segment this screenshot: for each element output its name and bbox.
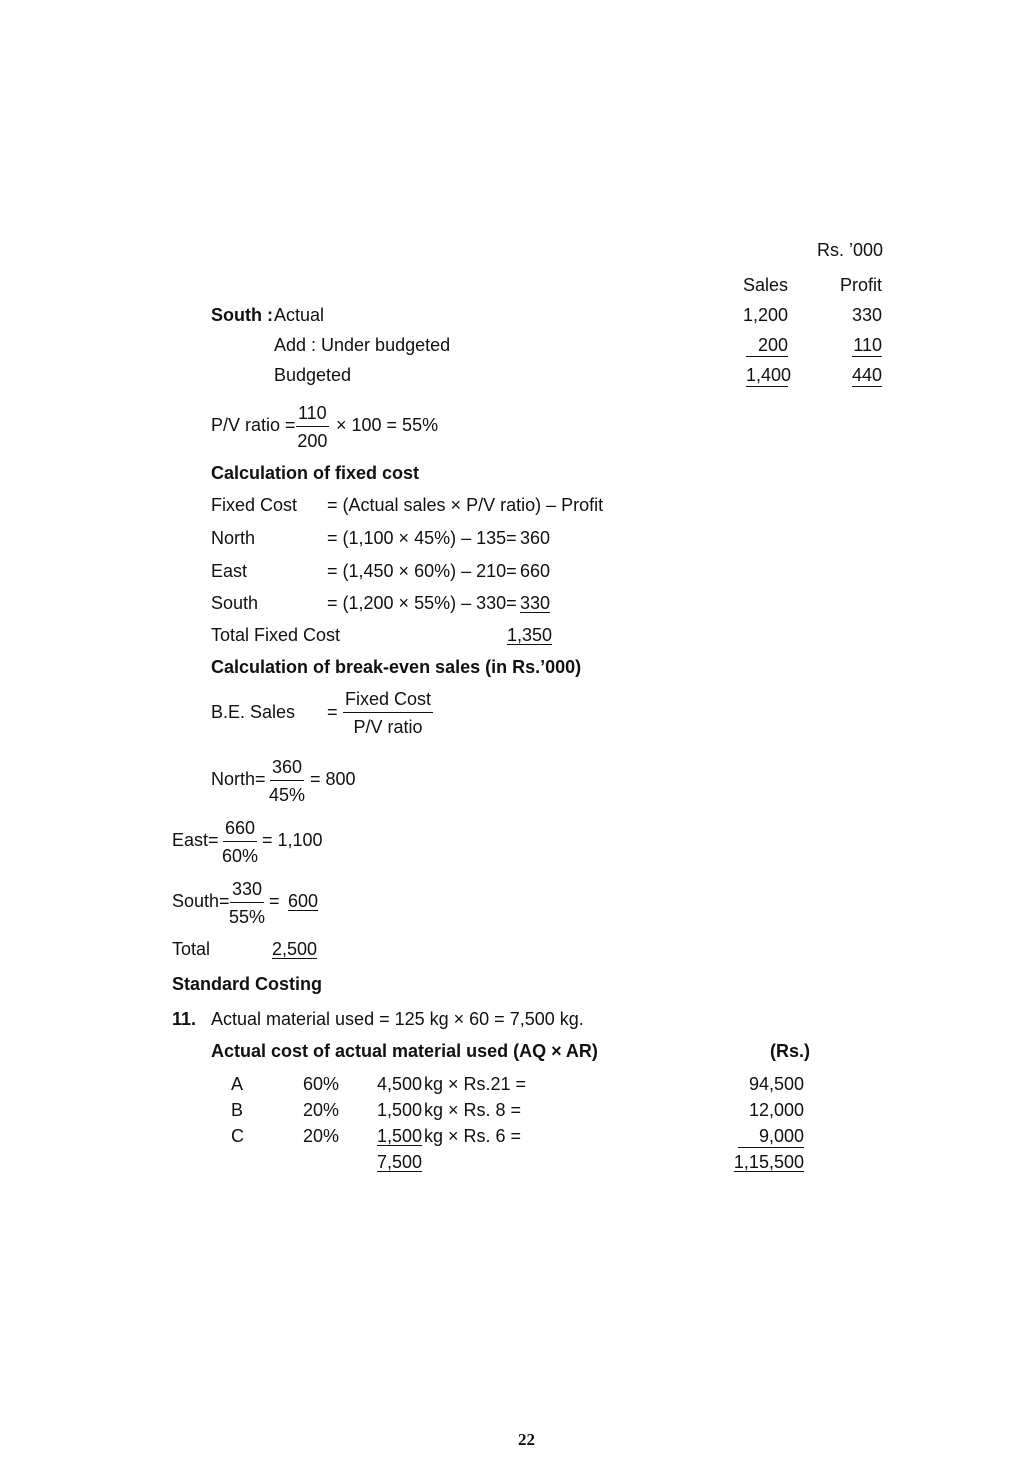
south-row-budgeted-sales: 1,400 bbox=[746, 365, 792, 385]
be-sales-label: B.E. Sales bbox=[211, 702, 296, 722]
sales-column-header: Sales bbox=[742, 275, 788, 295]
material-c-label: C bbox=[231, 1126, 244, 1146]
be-sales-equals: = bbox=[327, 702, 338, 722]
profit-column-header: Profit bbox=[839, 275, 882, 295]
question-text: Actual material used = 125 kg × 60 = 7,500 kg. bbox=[211, 1009, 584, 1029]
material-a-percent: 60% bbox=[303, 1074, 340, 1094]
be-south-equals: = bbox=[269, 891, 280, 911]
pv-ratio-label: P/V ratio = bbox=[211, 415, 296, 435]
be-east-result: = 1,100 bbox=[262, 830, 323, 850]
be-north-fraction bbox=[269, 758, 305, 804]
actual-cost-heading: Actual cost of actual material used (AQ × AR) bbox=[211, 1041, 598, 1061]
south-row-actual-profit: 330 bbox=[851, 305, 882, 325]
be-east-numerator: 660 bbox=[223, 819, 257, 842]
fixed-cost-south-formula: = (1,200 × 55%) – 330= bbox=[327, 593, 517, 613]
fixed-cost-heading: Calculation of fixed cost bbox=[211, 463, 420, 483]
be-sales-numerator: Fixed Cost bbox=[343, 690, 433, 713]
material-b-percent: 20% bbox=[303, 1100, 340, 1120]
be-total-value: 2,500 bbox=[272, 939, 318, 959]
standard-costing-heading: Standard Costing bbox=[172, 974, 323, 994]
be-sales-denominator: P/V ratio bbox=[353, 717, 423, 737]
fixed-cost-north-value: 360 bbox=[520, 528, 551, 548]
south-row-actual-label: Actual bbox=[274, 305, 325, 325]
material-a-rate: kg × Rs.21 = bbox=[424, 1074, 527, 1094]
fixed-cost-east-value: 660 bbox=[520, 561, 551, 581]
be-south-result: 600 bbox=[288, 891, 319, 911]
be-north-label: North= bbox=[211, 769, 266, 789]
total-amount: 1,15,500 bbox=[733, 1152, 804, 1172]
material-c-amount: 9,000 bbox=[738, 1127, 804, 1148]
be-sales-fraction bbox=[343, 690, 433, 736]
be-east-label: East= bbox=[172, 830, 219, 850]
material-a-label: A bbox=[231, 1074, 244, 1094]
material-b-qty: 1,500 bbox=[377, 1100, 423, 1120]
south-row-budgeted-label: Budgeted bbox=[274, 365, 352, 385]
fixed-cost-row-label: Fixed Cost bbox=[211, 495, 298, 515]
material-b-rate: kg × Rs. 8 = bbox=[424, 1100, 522, 1120]
be-north-denominator: 45% bbox=[269, 785, 306, 805]
page-number: 22 bbox=[518, 1430, 535, 1449]
total-fixed-cost-value: 1,350 bbox=[507, 625, 553, 645]
pv-ratio-result: × 100 = 55% bbox=[336, 415, 439, 435]
total-fixed-cost-label: Total Fixed Cost bbox=[211, 625, 341, 645]
material-b-amount: 12,000 bbox=[748, 1100, 804, 1120]
south-label: South : bbox=[211, 305, 273, 325]
south-row-actual-sales: 1,200 bbox=[742, 305, 788, 325]
material-c-qty: 1,500 bbox=[377, 1126, 423, 1146]
be-south-fraction bbox=[229, 880, 265, 926]
south-row-underbudget-label: Add : Under budgeted bbox=[274, 335, 451, 355]
south-row-underbudget-sales: 200 bbox=[746, 336, 788, 357]
material-c-rate: kg × Rs. 6 = bbox=[424, 1126, 522, 1146]
fixed-cost-north-formula: = (1,100 × 45%) – 135= bbox=[327, 528, 517, 548]
south-row-underbudget-profit: 110 bbox=[853, 335, 882, 355]
pv-ratio-fraction bbox=[296, 404, 329, 450]
currency-header: (Rs.) bbox=[770, 1041, 810, 1061]
fixed-cost-south-label: South bbox=[211, 593, 259, 613]
be-north-result: = 800 bbox=[310, 769, 356, 789]
be-north-numerator: 360 bbox=[270, 758, 304, 781]
break-even-heading: Calculation of break-even sales (in Rs.’000) bbox=[211, 657, 582, 677]
material-a-amount: 94,500 bbox=[748, 1074, 804, 1094]
material-c-percent: 20% bbox=[303, 1126, 340, 1146]
be-total-label: Total bbox=[172, 939, 211, 959]
fixed-cost-east-label: East bbox=[211, 561, 248, 581]
material-b-label: B bbox=[231, 1100, 244, 1120]
fixed-cost-row-formula: = (Actual sales × P/V ratio) – Profit bbox=[327, 495, 604, 515]
pv-ratio-denominator: 200 bbox=[297, 431, 328, 451]
fixed-cost-south-value: 330 bbox=[520, 593, 551, 613]
be-east-fraction bbox=[222, 819, 258, 865]
be-east-denominator: 60% bbox=[222, 846, 259, 866]
material-a-qty: 4,500 bbox=[377, 1074, 423, 1094]
unit-label: Rs. ’000 bbox=[817, 240, 884, 260]
total-quantity: 7,500 bbox=[377, 1152, 423, 1172]
be-south-denominator: 55% bbox=[229, 907, 266, 927]
question-number: 11. bbox=[172, 1009, 197, 1029]
fixed-cost-east-formula: = (1,450 × 60%) – 210= bbox=[327, 561, 517, 581]
be-south-numerator: 330 bbox=[230, 880, 264, 903]
south-row-budgeted-profit: 440 bbox=[852, 365, 883, 385]
be-south-label: South= bbox=[172, 891, 230, 911]
pv-ratio-numerator: 110 bbox=[296, 404, 329, 427]
fixed-cost-north-label: North bbox=[211, 528, 256, 548]
